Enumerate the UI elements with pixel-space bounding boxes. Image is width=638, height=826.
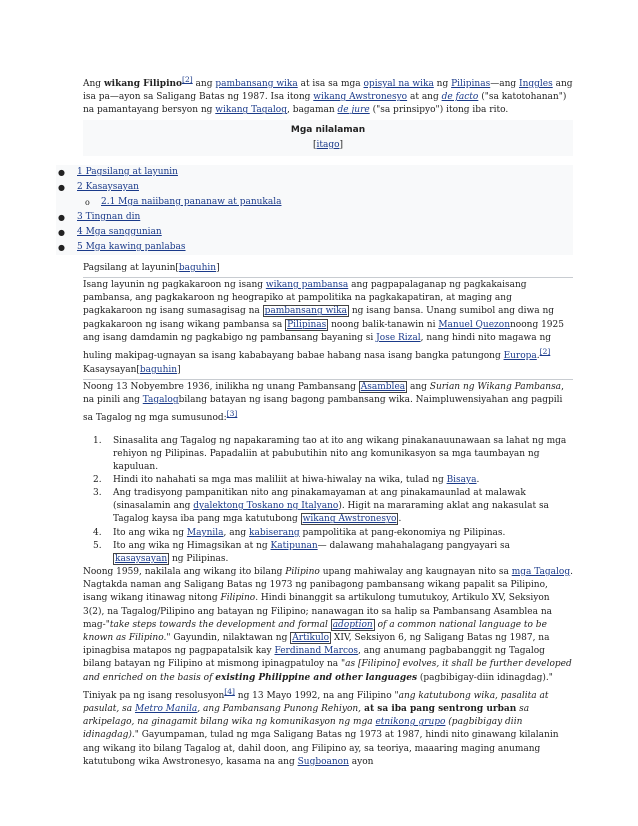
list-text-part: pampolitika at pang-ekonomiya ng Pilipinas. — [299, 528, 506, 538]
para-text: , na pinili ang — [83, 382, 564, 406]
italic-text: Surian ng Wikang Pambansa — [429, 382, 562, 392]
list-text: Sinasalita ang Tagalog ng napakaraming tao at ito ang wikang pinakanauunawaan sa lahat ng mga rehiyon ng Pilipinas. Papadaliin at pabubutihin nito ang komunikasyon sa mga taumbayan ng kapuluan. — [113, 436, 567, 473]
toc-toggle: [itago] — [312, 140, 344, 150]
link-de-jure[interactable] — [338, 105, 370, 115]
toc-link[interactable]: 2 Kasaysayan — [77, 182, 139, 192]
intro-text: ("sa katotohanan") na pamantayang bersyon ng — [83, 92, 567, 116]
toc-item[interactable] — [56, 180, 573, 195]
para-text: . Nagtakda naman ang Saligang Batas ng 1973 ng panibagong pambansang wikang papalit sa Pilipino, isang wikang itinawag nitong — [83, 567, 573, 604]
intro-text: Ang — [83, 79, 102, 89]
intro-text: —ang — [490, 79, 520, 89]
link-asamblea[interactable]: Asamblea — [360, 382, 406, 392]
bullet-icon: ● — [58, 228, 65, 237]
toc-header — [83, 120, 573, 156]
link-kasaysayan[interactable]: kasaysayan — [115, 554, 168, 565]
quoted-text: take steps towards the development and formal — [109, 619, 331, 630]
quoted-text: of a common national language to be known as Filipino. — [83, 619, 547, 644]
list-text-part: , ang — [223, 528, 250, 538]
italic-text: Pilipino — [285, 567, 320, 577]
link-maynila[interactable]: Maynila — [186, 528, 224, 538]
link-pilipinas[interactable]: Pilipinas — [451, 79, 491, 89]
toc-link[interactable]: 1 Pagsilang at layunin — [77, 167, 178, 177]
section-heading — [83, 364, 573, 380]
section-title: Pagsilang at layunin — [83, 263, 176, 273]
link-kabiserang[interactable]: kabiserang — [249, 528, 300, 538]
para-text: Isang layunin ng pagkakaroon ng isang — [83, 280, 266, 290]
ref-link[interactable]: [3] — [226, 409, 238, 419]
link-dyalektong-toskano[interactable]: dyalektong Toskano ng Italyano — [193, 501, 339, 512]
emphasis-text: at sa iba pang sentrong urban — [361, 704, 517, 715]
link-pambansang-wika[interactable]: pambansang wika — [264, 306, 347, 317]
list-text-part: ng Pilipinas. — [169, 554, 229, 565]
para-text: . — [536, 351, 540, 362]
section2-paragraph — [83, 381, 573, 426]
para-text: bilang batayan ng isang bagong pambansang wika. Naimpluwensiyahan ang pagpili sa Tagalog ng mga sumusunod: — [83, 395, 563, 424]
list-number: 1. — [93, 436, 102, 446]
article-subject: wikang Filipino — [103, 79, 183, 89]
bullet-icon: ● — [58, 183, 65, 192]
toc-item[interactable] — [56, 240, 573, 255]
intro-text: ("sa prinsipyo") itong iba rito. — [369, 105, 509, 116]
section-heading — [83, 262, 573, 278]
quoted-text: as [Filipino] evolves, it shall be further developed and enriched on the basis of — [83, 659, 572, 683]
link-opisyal-na-wika[interactable]: opisyal na wika — [363, 79, 434, 89]
para-text: . Hindi binanggit sa artikulong tumutukoy, Artikulo XV, Seksiyon 3(2), na Tagalog/Pilipino ang batayan ng Filipino; nanawagan ito sa halip sa Pambansang Asamblea na mag-" — [83, 593, 552, 630]
para-text: Noong 13 Nobyembre 1936, inilikha ng unang Pambansang — [83, 382, 359, 392]
bullet-icon: ● — [58, 168, 65, 177]
para-text: ang — [407, 382, 430, 392]
para-text: " Gayumpaman, tulad ng mga Saligang Batas ng 1973 at 1987, hindi nito ginawang kilalanin ang wikang ito bilang Tagalog at, dahil doon, ang Filipino ay, sa teoriya, maaaring maging anumang katutubong wika Awstronesyo, kasama na ang — [83, 730, 559, 767]
edit-link-wrapper: [baguhin] — [136, 365, 181, 375]
link-text: de facto — [441, 92, 479, 103]
list-text-part: . — [398, 514, 402, 525]
link-text: adoption — [332, 619, 373, 630]
intro-text: at ang — [407, 92, 442, 103]
para-text: " Gayundin, nilaktawan ng — [166, 633, 291, 644]
link-text: de jure — [337, 105, 370, 116]
list-number: 5. — [93, 541, 102, 551]
list-text — [113, 487, 568, 527]
list-number: 2. — [93, 475, 102, 485]
list-text-part: Ito ang wika ng — [113, 528, 187, 538]
list-text — [113, 540, 568, 566]
toc-item[interactable] — [56, 165, 573, 180]
list-number: 4. — [93, 528, 102, 538]
link-europa[interactable]: Europa — [503, 351, 537, 362]
bullet-icon: ● — [58, 243, 65, 252]
section1-paragraph — [83, 279, 573, 363]
list-text — [113, 474, 568, 487]
toc-link[interactable]: 2.1 Mga naiibang pananaw at panukala — [101, 197, 282, 207]
list-text-part: Ito ang wika ng Himagsikan at ng — [113, 541, 271, 551]
body-paragraph — [83, 566, 573, 769]
para-text: (pagbibigay-diin idinagdag)." Tiniyak pa ng isang resolusyon — [83, 672, 553, 701]
link-text: Metro Manila — [134, 704, 198, 715]
link-text: etnikong grupo — [375, 717, 446, 728]
quoted-text: ang katutubong wika, pasalita at pasulat, sa — [83, 690, 549, 715]
ref-link[interactable]: [2] — [539, 347, 551, 357]
section-title: Kasaysayan — [83, 365, 137, 375]
ref-link[interactable]: [4] — [224, 686, 235, 696]
para-text: , nang hindi nito magawa ng huling makipag-ugnayan sa isang kababayang babae habang nasa isang bangka patungong — [83, 332, 552, 362]
link-wikang-tagalog[interactable]: wikang Tagalog — [215, 105, 287, 116]
para-text: upang mahiwalay ang kaugnayan nito sa — [319, 567, 512, 577]
link-metro-manila[interactable] — [135, 704, 197, 714]
link-inggles[interactable]: Inggles — [519, 79, 553, 89]
list-text-part: . — [476, 475, 480, 485]
para-text: ang pagpapalaganap ng pagkakaisang pambansa, ang pagkakaroon ng heograpiko at pampolitika na pagkakapatiran, at maging ang pagkakaroon ng isang sumasagisag na — [83, 280, 527, 317]
quoted-text: sa arkipelago, na ginagamit bilang wika ng komunikasyon ng mga — [83, 704, 530, 728]
para-text: noong balik-tanawin ni — [328, 319, 439, 330]
edit-link[interactable]: baguhin — [178, 263, 217, 273]
list-text-part: ). Higit na mararaming aklat ang nakasulat sa Tagalog kaysa iba pang mga katutubong — [113, 501, 549, 525]
link-pambansang-wika[interactable]: pambansang wika — [215, 79, 298, 89]
link-adoption[interactable] — [331, 619, 375, 631]
italic-text: Filipino — [220, 593, 256, 604]
toc-title: Mga nilalaman — [290, 125, 366, 135]
link-manuel-quezon[interactable]: Manuel Quezon — [438, 319, 511, 330]
link-wikang-awstronesyo[interactable]: wikang Awstronesyo — [302, 514, 397, 525]
link-artikulo[interactable]: Artikulo — [292, 633, 330, 644]
intro-text: , bagaman — [286, 105, 338, 116]
list-text-part: — dalawang mahahalagang pangyayari sa — [317, 541, 511, 551]
link-wikang-awstronesyo[interactable]: wikang Awstronesyo — [313, 92, 408, 103]
link-wikang-pambansa[interactable]: wikang pambansa — [265, 280, 349, 290]
toc-item[interactable] — [56, 225, 573, 240]
intro-paragraph — [83, 73, 573, 118]
link-de-facto[interactable] — [442, 92, 479, 102]
ref-link[interactable]: [2] — [182, 75, 193, 84]
toc-link[interactable]: 4 Mga sanggunian — [77, 227, 162, 237]
list-number: 3. — [93, 488, 102, 498]
link-jose-rizal[interactable]: Jose Rizal — [376, 332, 421, 343]
intro-text: ang isa pa—ayon sa Saligang Batas ng 1987. Isa itong — [83, 79, 573, 103]
intro-text: ang — [192, 79, 216, 89]
emphasis-text: existing Philippine and other languages — [215, 672, 418, 683]
toc-link[interactable]: 3 Tingnan din — [77, 212, 141, 222]
intro-text: at isa sa mga — [297, 79, 364, 89]
intro-text: ng — [433, 79, 452, 89]
link-bisaya[interactable]: Bisaya — [446, 475, 477, 485]
para-text: ng isang bansa. Unang sumibol ang diwa ng pagkakaroon ng isang wikang pambansa sa — [83, 306, 554, 330]
toc-link[interactable]: 5 Mga kawing panlabas — [77, 242, 186, 252]
para-text: ayon — [348, 756, 374, 767]
link-pilipinas[interactable]: Pilipinas — [287, 319, 327, 330]
para-text: XIV, Seksiyon 6, ng Saligang Batas ng 1987, na ipinagbisa matapos ng pagpapatalsik kay — [83, 633, 550, 657]
list-text-part: Ang tradisyong pampanitikan nito ang pinakamayaman at ang pinakamaunlad at malawak (sinasalamin ang — [113, 488, 526, 512]
para-text: , ang anumang pagbabanggit ng Tagalog bilang batayan ng Filipino at mismong ipinagpatuloy na " — [83, 646, 545, 670]
sub-bullet-icon: o — [85, 198, 90, 207]
quoted-text: , ang Pambansang Punong Rehiyon, — [197, 704, 362, 715]
quoted-text: (pagbibigay diin idinagdag). — [83, 717, 523, 741]
list-text-part: Hindi ito nahahati sa mga mas maliliit at hiwa-hiwalay na wika, tulad ng — [113, 475, 447, 485]
para-text: Noong 1959, nakilala ang wikang ito bilang — [83, 567, 286, 577]
bullet-icon: ● — [58, 213, 65, 222]
link-tagalog[interactable]: Tagalog — [142, 395, 179, 406]
link-katipunan[interactable]: Katipunan — [270, 541, 318, 551]
edit-link[interactable]: baguhin — [139, 365, 178, 375]
edit-link-wrapper: [baguhin] — [175, 263, 220, 273]
list-text — [113, 527, 568, 540]
para-text: noong 1925 ang isang damdamin ng pagkabigo ng pambansang bayaning si — [83, 319, 564, 343]
toc-subitem[interactable] — [56, 195, 573, 210]
para-text: ng 13 Mayo 1992, na ang Filipino " — [234, 690, 399, 701]
link-ferdinand-marcos[interactable]: Ferdinand Marcos — [274, 646, 359, 657]
link-etnikong-grupo[interactable] — [375, 717, 445, 727]
link-sugboanon[interactable]: Sugboanon — [297, 756, 349, 767]
link-mga-tagalog[interactable]: mga Tagalog — [511, 567, 571, 577]
toc-item[interactable] — [56, 210, 573, 225]
toc-hide-link[interactable]: itago — [316, 140, 340, 150]
